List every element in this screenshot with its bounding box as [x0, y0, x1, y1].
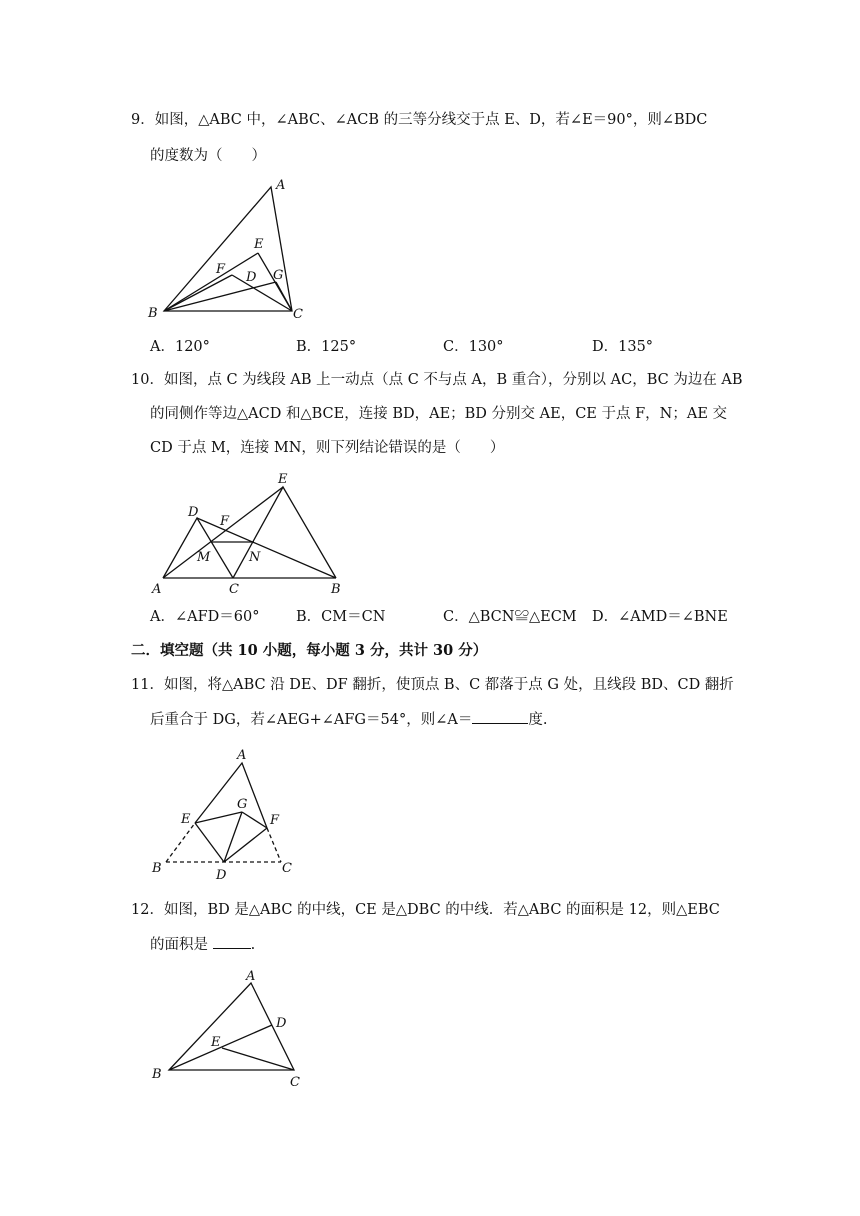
q11-label-g: G [237, 797, 248, 812]
q11-label-e: E [181, 812, 191, 827]
q9-option-c[interactable]: C．130° [443, 339, 504, 355]
q12-label-b: B [152, 1067, 162, 1082]
q9-label-c: C [293, 307, 303, 322]
q9-option-b[interactable]: B．125° [296, 339, 357, 355]
q9-label-e: E [254, 237, 264, 252]
q10-option-a[interactable]: A．∠AFD＝60° [150, 609, 260, 625]
q10-label-b: B [331, 582, 341, 597]
q9-label-d: D [246, 270, 257, 285]
q10-label-c: C [229, 582, 239, 597]
q10-text-line3: CD 于点 M，连接 MN，则下列结论错误的是（ ） [150, 440, 505, 456]
q12-segment-ce [222, 1048, 294, 1070]
q10-option-c[interactable]: C．△BCN≌△ECM [443, 609, 577, 625]
q11-text-line1: 11．如图，将△ABC 沿 DE、DF 翻折，使顶点 B、C 都落于点 G 处，且线段 BD、CD 翻折 [131, 677, 734, 693]
q9-option-a[interactable]: A．120° [150, 339, 210, 355]
q10-label-n: N [249, 550, 261, 565]
q12-label-c: C [290, 1075, 300, 1090]
q9-label-b: B [148, 306, 158, 321]
q11-text-line2-prefix: 后重合于 DG，若∠AEG+∠AFG＝54°，则∠A＝ [150, 712, 473, 728]
q9-label-a: A [276, 178, 286, 193]
q11-label-f: F [270, 813, 280, 828]
q11-label-d: D [216, 868, 227, 883]
q12-label-e: E [211, 1035, 221, 1050]
q10-label-e: E [278, 472, 288, 487]
section-title: 二．填空题（共 10 小题，每小题 3 分，共计 30 分） [131, 642, 488, 659]
q10-label-d: D [188, 505, 199, 520]
q9-text-line1: 9．如图，△ABC 中，∠ABC、∠ACB 的三等分线交于点 E、D，若∠E＝90°，则∠BDC [131, 112, 708, 128]
q11-label-c: C [282, 861, 292, 876]
q10-label-a: A [152, 582, 162, 597]
q11-text-line2-suffix: 度. [528, 712, 548, 728]
q12-text-line1: 12．如图，BD 是△ABC 的中线，CE 是△DBC 的中线．若△ABC 的面积是 12，则△EBC [131, 902, 720, 918]
q12-text-line2-suffix: . [250, 937, 256, 953]
q9-label-g: G [273, 268, 284, 283]
q12-segment-bd [169, 1025, 272, 1070]
q10-text-line2: 的同侧作等边△ACD 和△BCE，连接 BD，AE；BD 分别交 AE，CE 于点 F，N；AE 交 [150, 406, 728, 422]
q10-label-m: M [197, 550, 211, 565]
q12-label-a: A [246, 969, 256, 984]
q12-label-d: D [276, 1016, 287, 1031]
q10-option-b[interactable]: B．CM＝CN [296, 609, 386, 625]
q10-text-line1: 10．如图，点 C 为线段 AB 上一动点（点 C 不与点 A，B 重合），分别以 AC，BC 为边在 AB [131, 372, 743, 388]
q9-label-f: F [216, 262, 226, 277]
q11-label-a: A [237, 748, 247, 763]
q11-label-b: B [152, 861, 162, 876]
q10-option-d[interactable]: D．∠AMD＝∠BNE [592, 609, 728, 625]
q12-text-line2-prefix: 的面积是 [150, 937, 213, 953]
q9-text-line2: 的度数为（ ） [150, 148, 266, 164]
q9-option-d[interactable]: D．135° [592, 339, 654, 355]
q10-label-f: F [220, 514, 230, 529]
